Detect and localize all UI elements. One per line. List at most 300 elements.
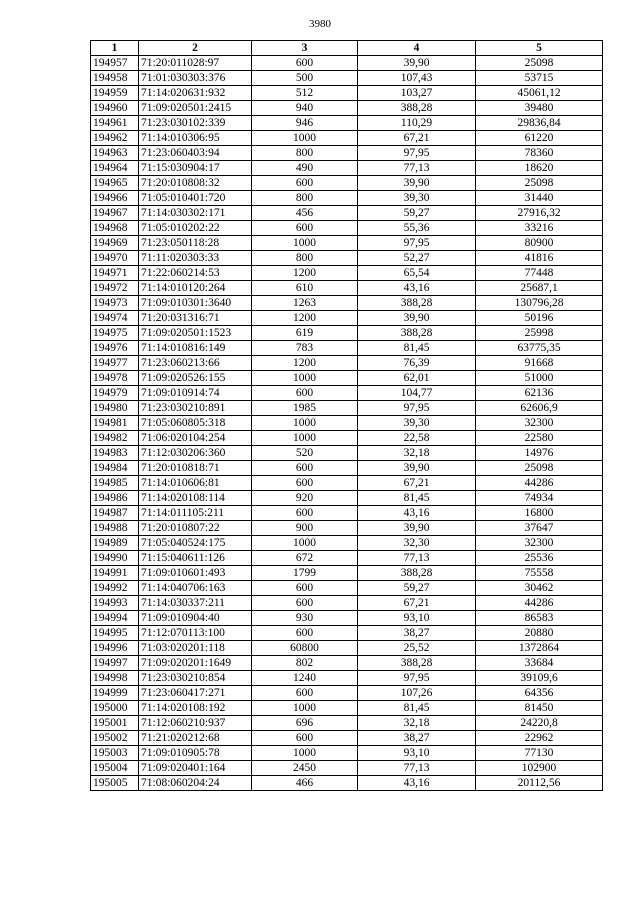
column-header: 5 bbox=[476, 41, 603, 56]
table-body bbox=[91, 56, 603, 791]
table-row bbox=[91, 401, 603, 416]
table-cell: 97,95 bbox=[358, 671, 476, 686]
table-cell: 194995 bbox=[91, 626, 139, 641]
table-cell: 71:09:020501:2415 bbox=[139, 101, 252, 116]
table-cell: 194975 bbox=[91, 326, 139, 341]
table-cell: 600 bbox=[252, 506, 358, 521]
table-cell: 32,18 bbox=[358, 446, 476, 461]
table-cell: 1263 bbox=[252, 296, 358, 311]
table-cell: 81,45 bbox=[358, 341, 476, 356]
table-cell: 600 bbox=[252, 476, 358, 491]
table-cell: 39,30 bbox=[358, 416, 476, 431]
table-cell: 16800 bbox=[476, 506, 603, 521]
table-cell: 696 bbox=[252, 716, 358, 731]
table-cell: 1200 bbox=[252, 311, 358, 326]
table-cell: 195005 bbox=[91, 776, 139, 791]
table-cell: 600 bbox=[252, 731, 358, 746]
page-number: 3980 bbox=[309, 18, 331, 30]
table-cell: 102900 bbox=[476, 761, 603, 776]
table-cell: 71:05:060805:318 bbox=[139, 416, 252, 431]
table-cell: 900 bbox=[252, 521, 358, 536]
table-cell: 39,90 bbox=[358, 56, 476, 71]
table-cell: 71:20:010818:71 bbox=[139, 461, 252, 476]
table-cell: 18620 bbox=[476, 161, 603, 176]
table-cell: 53715 bbox=[476, 71, 603, 86]
table-cell: 2450 bbox=[252, 761, 358, 776]
table-cell: 71:12:060210:937 bbox=[139, 716, 252, 731]
table-cell: 194971 bbox=[91, 266, 139, 281]
table-cell: 194970 bbox=[91, 251, 139, 266]
data-table bbox=[90, 40, 603, 791]
table-cell: 672 bbox=[252, 551, 358, 566]
table-cell: 44286 bbox=[476, 476, 603, 491]
table-cell: 130796,28 bbox=[476, 296, 603, 311]
table-cell: 86583 bbox=[476, 611, 603, 626]
table-cell: 194979 bbox=[91, 386, 139, 401]
table-cell: 800 bbox=[252, 251, 358, 266]
table-row bbox=[91, 731, 603, 746]
table-cell: 64356 bbox=[476, 686, 603, 701]
table-row bbox=[91, 701, 603, 716]
table-cell: 32,18 bbox=[358, 716, 476, 731]
table-cell: 78360 bbox=[476, 146, 603, 161]
table-row bbox=[91, 551, 603, 566]
table-cell: 71:14:030302:171 bbox=[139, 206, 252, 221]
table-cell: 32300 bbox=[476, 536, 603, 551]
table-row bbox=[91, 611, 603, 626]
table-row bbox=[91, 386, 603, 401]
table-cell: 71:09:020401:164 bbox=[139, 761, 252, 776]
table-row bbox=[91, 161, 603, 176]
table-cell: 25,52 bbox=[358, 641, 476, 656]
table-cell: 195002 bbox=[91, 731, 139, 746]
table-cell: 25098 bbox=[476, 461, 603, 476]
table-cell: 71:01:030303:376 bbox=[139, 71, 252, 86]
table-cell: 71:20:010808:32 bbox=[139, 176, 252, 191]
table-row bbox=[91, 326, 603, 341]
table-cell: 194998 bbox=[91, 671, 139, 686]
table-cell: 71:14:010606:81 bbox=[139, 476, 252, 491]
table-row bbox=[91, 356, 603, 371]
table-cell: 60800 bbox=[252, 641, 358, 656]
table-cell: 1799 bbox=[252, 566, 358, 581]
table-cell: 195004 bbox=[91, 761, 139, 776]
table-cell: 600 bbox=[252, 686, 358, 701]
table-cell: 194980 bbox=[91, 401, 139, 416]
table-cell: 802 bbox=[252, 656, 358, 671]
table-cell: 71:14:020108:114 bbox=[139, 491, 252, 506]
table-row bbox=[91, 566, 603, 581]
table-cell: 71:15:030904:17 bbox=[139, 161, 252, 176]
table-cell: 71:09:010914:74 bbox=[139, 386, 252, 401]
table-cell: 25687,1 bbox=[476, 281, 603, 296]
table-cell: 25098 bbox=[476, 56, 603, 71]
table-cell: 490 bbox=[252, 161, 358, 176]
table-cell: 39,30 bbox=[358, 191, 476, 206]
table-cell: 195000 bbox=[91, 701, 139, 716]
table-row bbox=[91, 746, 603, 761]
table-cell: 91668 bbox=[476, 356, 603, 371]
table-cell: 71:11:020303:33 bbox=[139, 251, 252, 266]
table-cell: 600 bbox=[252, 581, 358, 596]
table-cell: 195003 bbox=[91, 746, 139, 761]
table-row bbox=[91, 116, 603, 131]
table-cell: 33216 bbox=[476, 221, 603, 236]
table-cell: 29836,84 bbox=[476, 116, 603, 131]
table-row bbox=[91, 206, 603, 221]
table-cell: 63775,35 bbox=[476, 341, 603, 356]
table-cell: 71:23:060213:66 bbox=[139, 356, 252, 371]
table-cell: 71:14:020108:192 bbox=[139, 701, 252, 716]
table-cell: 194960 bbox=[91, 101, 139, 116]
table-cell: 800 bbox=[252, 191, 358, 206]
table-cell: 71:05:040524:175 bbox=[139, 536, 252, 551]
table-cell: 388,28 bbox=[358, 296, 476, 311]
table-cell: 194962 bbox=[91, 131, 139, 146]
table-row bbox=[91, 686, 603, 701]
table-cell: 194993 bbox=[91, 596, 139, 611]
table-cell: 1240 bbox=[252, 671, 358, 686]
table-row bbox=[91, 176, 603, 191]
table-cell: 194997 bbox=[91, 656, 139, 671]
table-cell: 600 bbox=[252, 386, 358, 401]
table-cell: 67,21 bbox=[358, 476, 476, 491]
table-cell: 194974 bbox=[91, 311, 139, 326]
table-row bbox=[91, 86, 603, 101]
table-cell: 81,45 bbox=[358, 491, 476, 506]
table-cell: 14976 bbox=[476, 446, 603, 461]
table-cell: 39,90 bbox=[358, 461, 476, 476]
table-cell: 71:22:060214:53 bbox=[139, 266, 252, 281]
table-cell: 27916,32 bbox=[476, 206, 603, 221]
table-cell: 388,28 bbox=[358, 656, 476, 671]
table-row bbox=[91, 581, 603, 596]
table-cell: 71:09:010301:3640 bbox=[139, 296, 252, 311]
table-cell: 71:23:030210:891 bbox=[139, 401, 252, 416]
table-cell: 107,26 bbox=[358, 686, 476, 701]
table-cell: 22,58 bbox=[358, 431, 476, 446]
table-cell: 195001 bbox=[91, 716, 139, 731]
table-cell: 62,01 bbox=[358, 371, 476, 386]
table-row bbox=[91, 56, 603, 71]
column-header: 3 bbox=[252, 41, 358, 56]
table-row bbox=[91, 506, 603, 521]
table-cell: 466 bbox=[252, 776, 358, 791]
table-cell: 62606,9 bbox=[476, 401, 603, 416]
table-cell: 25098 bbox=[476, 176, 603, 191]
table-cell: 194968 bbox=[91, 221, 139, 236]
table-cell: 80900 bbox=[476, 236, 603, 251]
table-cell: 194996 bbox=[91, 641, 139, 656]
table-cell: 71:09:020501:1523 bbox=[139, 326, 252, 341]
table-row bbox=[91, 461, 603, 476]
table-cell: 71:23:030102:339 bbox=[139, 116, 252, 131]
table-cell: 194958 bbox=[91, 71, 139, 86]
table-cell: 24220,8 bbox=[476, 716, 603, 731]
table-cell: 1000 bbox=[252, 431, 358, 446]
column-header: 2 bbox=[139, 41, 252, 56]
table-row bbox=[91, 371, 603, 386]
table-cell: 71:09:010905:78 bbox=[139, 746, 252, 761]
table-cell: 1372864 bbox=[476, 641, 603, 656]
table-row bbox=[91, 101, 603, 116]
table-cell: 76,39 bbox=[358, 356, 476, 371]
table-cell: 194989 bbox=[91, 536, 139, 551]
table-cell: 71:15:040611:126 bbox=[139, 551, 252, 566]
table-cell: 33684 bbox=[476, 656, 603, 671]
table-cell: 194988 bbox=[91, 521, 139, 536]
table-row bbox=[91, 626, 603, 641]
table-cell: 71:14:040706:163 bbox=[139, 581, 252, 596]
table-cell: 71:23:060417:271 bbox=[139, 686, 252, 701]
table-cell: 194965 bbox=[91, 176, 139, 191]
table-cell: 38,27 bbox=[358, 731, 476, 746]
table-row bbox=[91, 221, 603, 236]
table-cell: 39480 bbox=[476, 101, 603, 116]
table-cell: 194961 bbox=[91, 116, 139, 131]
table-cell: 619 bbox=[252, 326, 358, 341]
table-cell: 104,77 bbox=[358, 386, 476, 401]
table-cell: 71:09:010601:493 bbox=[139, 566, 252, 581]
table-cell: 110,29 bbox=[358, 116, 476, 131]
table-cell: 32,30 bbox=[358, 536, 476, 551]
table-cell: 194992 bbox=[91, 581, 139, 596]
table-cell: 25536 bbox=[476, 551, 603, 566]
table-row bbox=[91, 776, 603, 791]
table-row bbox=[91, 536, 603, 551]
table-cell: 74934 bbox=[476, 491, 603, 506]
table-cell: 930 bbox=[252, 611, 358, 626]
table-row bbox=[91, 761, 603, 776]
table-cell: 1000 bbox=[252, 701, 358, 716]
table-cell: 1000 bbox=[252, 416, 358, 431]
table-cell: 71:03:020201:118 bbox=[139, 641, 252, 656]
table-row bbox=[91, 716, 603, 731]
table-cell: 194991 bbox=[91, 566, 139, 581]
table-cell: 107,43 bbox=[358, 71, 476, 86]
table-cell: 194963 bbox=[91, 146, 139, 161]
table-cell: 81450 bbox=[476, 701, 603, 716]
table-cell: 71:14:020631:932 bbox=[139, 86, 252, 101]
table-cell: 71:14:010816:149 bbox=[139, 341, 252, 356]
table-cell: 59,27 bbox=[358, 581, 476, 596]
table-cell: 940 bbox=[252, 101, 358, 116]
table-cell: 71:23:030210:854 bbox=[139, 671, 252, 686]
table-cell: 600 bbox=[252, 176, 358, 191]
table-row bbox=[91, 671, 603, 686]
table-cell: 194973 bbox=[91, 296, 139, 311]
table-cell: 500 bbox=[252, 71, 358, 86]
table-cell: 600 bbox=[252, 626, 358, 641]
column-header: 1 bbox=[91, 41, 139, 56]
table-row bbox=[91, 416, 603, 431]
table-cell: 71:14:030337:211 bbox=[139, 596, 252, 611]
header-row bbox=[91, 41, 603, 56]
table-cell: 1000 bbox=[252, 236, 358, 251]
table-cell: 32300 bbox=[476, 416, 603, 431]
table-cell: 194999 bbox=[91, 686, 139, 701]
table-cell: 97,95 bbox=[358, 401, 476, 416]
table-cell: 194969 bbox=[91, 236, 139, 251]
table-cell: 388,28 bbox=[358, 326, 476, 341]
table-row bbox=[91, 596, 603, 611]
table-cell: 610 bbox=[252, 281, 358, 296]
table-cell: 37647 bbox=[476, 521, 603, 536]
table-cell: 97,95 bbox=[358, 236, 476, 251]
table-cell: 946 bbox=[252, 116, 358, 131]
table-row bbox=[91, 191, 603, 206]
table-row bbox=[91, 251, 603, 266]
table-row bbox=[91, 296, 603, 311]
table-cell: 520 bbox=[252, 446, 358, 461]
table-cell: 71:14:010120:264 bbox=[139, 281, 252, 296]
table-cell: 62136 bbox=[476, 386, 603, 401]
table-cell: 97,95 bbox=[358, 146, 476, 161]
table-cell: 194976 bbox=[91, 341, 139, 356]
table-cell: 600 bbox=[252, 221, 358, 236]
table-cell: 77,13 bbox=[358, 161, 476, 176]
table-cell: 194966 bbox=[91, 191, 139, 206]
table-cell: 44286 bbox=[476, 596, 603, 611]
table-cell: 30462 bbox=[476, 581, 603, 596]
table-cell: 71:09:020201:1649 bbox=[139, 656, 252, 671]
table-cell: 39,90 bbox=[358, 521, 476, 536]
table-cell: 71:20:031316:71 bbox=[139, 311, 252, 326]
table-cell: 1200 bbox=[252, 356, 358, 371]
table-cell: 456 bbox=[252, 206, 358, 221]
table-cell: 194959 bbox=[91, 86, 139, 101]
table-row bbox=[91, 521, 603, 536]
table-cell: 59,27 bbox=[358, 206, 476, 221]
table-cell: 93,10 bbox=[358, 746, 476, 761]
table-cell: 67,21 bbox=[358, 131, 476, 146]
table-cell: 43,16 bbox=[358, 281, 476, 296]
table-cell: 194994 bbox=[91, 611, 139, 626]
table-cell: 77130 bbox=[476, 746, 603, 761]
table-cell: 600 bbox=[252, 461, 358, 476]
table-cell: 194967 bbox=[91, 206, 139, 221]
table-cell: 71:14:010306:95 bbox=[139, 131, 252, 146]
table-cell: 93,10 bbox=[358, 611, 476, 626]
table-cell: 81,45 bbox=[358, 701, 476, 716]
table-cell: 388,28 bbox=[358, 101, 476, 116]
table-cell: 1200 bbox=[252, 266, 358, 281]
table-row bbox=[91, 656, 603, 671]
table-cell: 71:20:010807:22 bbox=[139, 521, 252, 536]
table-row bbox=[91, 491, 603, 506]
table-cell: 920 bbox=[252, 491, 358, 506]
table-row bbox=[91, 641, 603, 656]
table-cell: 77,13 bbox=[358, 551, 476, 566]
table-cell: 65,54 bbox=[358, 266, 476, 281]
table-cell: 194984 bbox=[91, 461, 139, 476]
table-cell: 22962 bbox=[476, 731, 603, 746]
table-cell: 194983 bbox=[91, 446, 139, 461]
table-row bbox=[91, 146, 603, 161]
table-cell: 71:12:070113:100 bbox=[139, 626, 252, 641]
table-cell: 55,36 bbox=[358, 221, 476, 236]
table-row bbox=[91, 131, 603, 146]
table-cell: 71:06:020104:254 bbox=[139, 431, 252, 446]
table-cell: 512 bbox=[252, 86, 358, 101]
table-cell: 20880 bbox=[476, 626, 603, 641]
table-row bbox=[91, 266, 603, 281]
table-cell: 1000 bbox=[252, 131, 358, 146]
table-cell: 31440 bbox=[476, 191, 603, 206]
table-cell: 75558 bbox=[476, 566, 603, 581]
table-cell: 52,27 bbox=[358, 251, 476, 266]
table-cell: 25998 bbox=[476, 326, 603, 341]
table-cell: 194972 bbox=[91, 281, 139, 296]
table-cell: 71:14:011105:211 bbox=[139, 506, 252, 521]
table-cell: 38,27 bbox=[358, 626, 476, 641]
table-cell: 1000 bbox=[252, 536, 358, 551]
table-cell: 39,90 bbox=[358, 176, 476, 191]
table-cell: 20112,56 bbox=[476, 776, 603, 791]
table-cell: 800 bbox=[252, 146, 358, 161]
table-cell: 194964 bbox=[91, 161, 139, 176]
table-cell: 1000 bbox=[252, 371, 358, 386]
table-cell: 194957 bbox=[91, 56, 139, 71]
table-cell: 77,13 bbox=[358, 761, 476, 776]
column-header: 4 bbox=[358, 41, 476, 56]
table-row bbox=[91, 236, 603, 251]
table-cell: 103,27 bbox=[358, 86, 476, 101]
table-cell: 1985 bbox=[252, 401, 358, 416]
table-row bbox=[91, 311, 603, 326]
table-cell: 43,16 bbox=[358, 776, 476, 791]
table-cell: 194977 bbox=[91, 356, 139, 371]
table-cell: 71:08:060204:24 bbox=[139, 776, 252, 791]
table-cell: 600 bbox=[252, 596, 358, 611]
table-row bbox=[91, 476, 603, 491]
table-cell: 71:09:010904:40 bbox=[139, 611, 252, 626]
table-cell: 50196 bbox=[476, 311, 603, 326]
table-row bbox=[91, 431, 603, 446]
table-cell: 71:09:020526:155 bbox=[139, 371, 252, 386]
table-row bbox=[91, 446, 603, 461]
table-cell: 1000 bbox=[252, 746, 358, 761]
table-cell: 71:05:010401:720 bbox=[139, 191, 252, 206]
table-cell: 194990 bbox=[91, 551, 139, 566]
table-cell: 43,16 bbox=[358, 506, 476, 521]
table-cell: 194985 bbox=[91, 476, 139, 491]
table-cell: 67,21 bbox=[358, 596, 476, 611]
table-cell: 71:23:050118:28 bbox=[139, 236, 252, 251]
table-cell: 77448 bbox=[476, 266, 603, 281]
table-cell: 61220 bbox=[476, 131, 603, 146]
table-cell: 71:20:011028:97 bbox=[139, 56, 252, 71]
table-cell: 39,90 bbox=[358, 311, 476, 326]
table-cell: 71:21:020212:68 bbox=[139, 731, 252, 746]
table-cell: 71:12:030206:360 bbox=[139, 446, 252, 461]
table-row bbox=[91, 281, 603, 296]
table-cell: 388,28 bbox=[358, 566, 476, 581]
table-cell: 194987 bbox=[91, 506, 139, 521]
table-cell: 71:05:010202:22 bbox=[139, 221, 252, 236]
table-cell: 194986 bbox=[91, 491, 139, 506]
table-cell: 45061,12 bbox=[476, 86, 603, 101]
table-cell: 51000 bbox=[476, 371, 603, 386]
table-row bbox=[91, 71, 603, 86]
table-row bbox=[91, 341, 603, 356]
table-cell: 194981 bbox=[91, 416, 139, 431]
table-cell: 39109,6 bbox=[476, 671, 603, 686]
table-cell: 22580 bbox=[476, 431, 603, 446]
table-cell: 783 bbox=[252, 341, 358, 356]
table-cell: 194982 bbox=[91, 431, 139, 446]
table-cell: 71:23:060403:94 bbox=[139, 146, 252, 161]
